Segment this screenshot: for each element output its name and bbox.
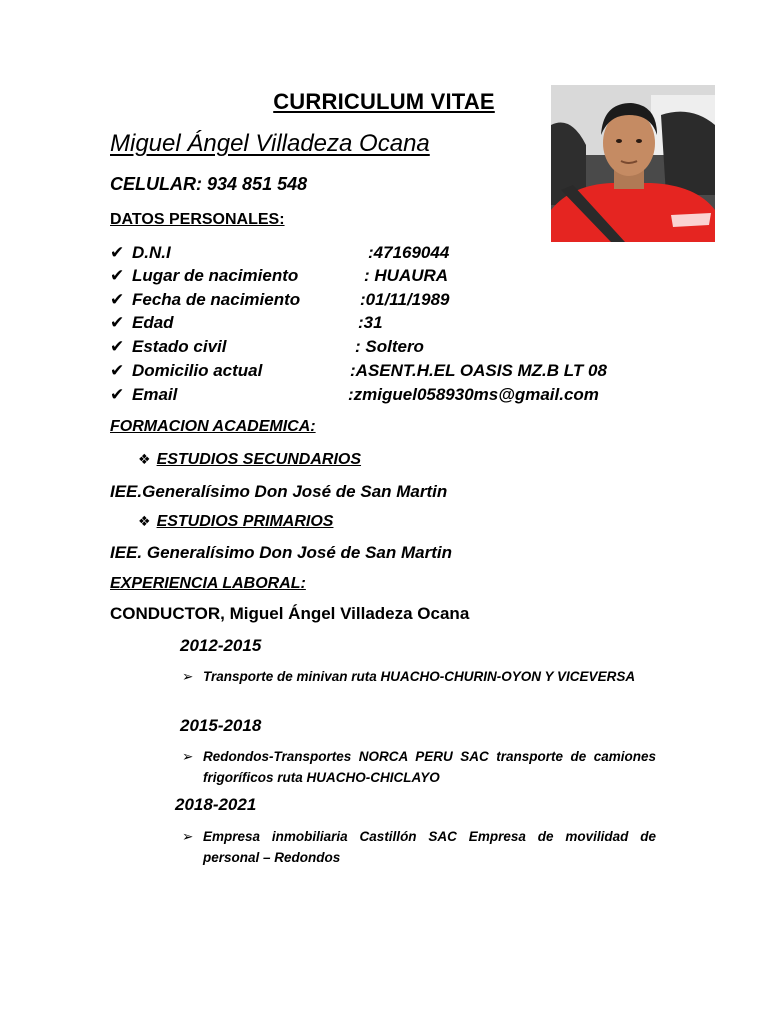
personal-row-value: :47169044 [368, 243, 450, 262]
personal-row-label: Lugar de nacimiento [132, 266, 299, 285]
check-icon: ✔ [110, 313, 125, 332]
personal-row [110, 337, 670, 361]
check-icon: ✔ [110, 337, 125, 356]
experience-heading: EXPERIENCIA LABORAL: [110, 575, 306, 592]
phone-line [110, 174, 307, 195]
personal-row-label: Email [132, 385, 178, 404]
secondary-studies-label: ESTUDIOS SECUNDARIOS [156, 451, 362, 468]
document-title: CURRICULUM VITAE [273, 89, 495, 114]
job-description: Transporte de minivan ruta HUACHO-CHURIN-OYON Y VICEVERSA [203, 669, 636, 684]
check-icon: ✔ [110, 266, 125, 285]
personal-row [110, 266, 670, 290]
education-heading: FORMACION ACADEMICA: [110, 418, 316, 435]
diamond-bullet-icon: ❖ [138, 451, 151, 467]
personal-row-label: Fecha de nacimiento [132, 290, 301, 309]
arrow-bullet-icon: ➢ [182, 669, 194, 684]
job-description: Redondos-Transportes NORCA PERU SAC transporte de camiones frigoríficos ruta HUACHO-CHICLAYO [203, 749, 656, 785]
profile-photo-illustration [551, 85, 715, 242]
full-name: Miguel Ángel Villadeza Ocana [110, 130, 430, 157]
primary-studies-heading [138, 513, 333, 531]
job-item [182, 746, 656, 788]
job-period: 2012-2015 [180, 636, 262, 655]
personal-data-heading: DATOS PERSONALES: [110, 211, 285, 228]
personal-row [110, 361, 670, 385]
personal-row-value: :01/11/1989 [360, 290, 450, 309]
personal-row-label: D.N.I [132, 243, 171, 262]
check-icon: ✔ [110, 290, 125, 309]
personal-row [110, 290, 670, 314]
diamond-bullet-icon: ❖ [138, 513, 151, 529]
primary-school: IEE. Generalísimo Don José de San Martin [110, 543, 452, 562]
job-period: 2018-2021 [175, 795, 257, 814]
personal-row-label: Estado civil [132, 337, 227, 356]
job-period: 2015-2018 [180, 716, 262, 735]
secondary-school: IEE.Generalísimo Don José de San Martin [110, 482, 448, 501]
job-description: Empresa inmobiliaria Castillón SAC Empresa de movilidad de personal – Redondos [203, 829, 656, 865]
phone-value: 934 851 548 [207, 174, 308, 194]
personal-row-value: :31 [358, 313, 383, 332]
personal-row-value: : HUAURA [364, 266, 449, 285]
check-icon: ✔ [110, 385, 125, 404]
primary-studies-label: ESTUDIOS PRIMARIOS [156, 513, 334, 530]
secondary-studies-heading [138, 451, 361, 469]
arrow-bullet-icon: ➢ [182, 749, 194, 764]
personal-row-value: : Soltero [355, 337, 424, 356]
job-item [182, 666, 656, 687]
personal-row-value: :ASENT.H.EL OASIS MZ.B LT 08 [350, 361, 607, 380]
personal-row-value: :zmiguel058930ms@gmail.com [348, 385, 599, 404]
personal-row [110, 243, 670, 267]
check-icon: ✔ [110, 243, 125, 262]
check-icon: ✔ [110, 361, 125, 380]
personal-row-label: Edad [132, 313, 174, 332]
phone-label: CELULAR: [110, 174, 202, 194]
personal-row [110, 385, 670, 409]
profile-photo [551, 85, 715, 242]
personal-row [110, 313, 670, 337]
job-item [182, 826, 656, 868]
job-position: CONDUCTOR, Miguel Ángel Villadeza Ocana [110, 604, 470, 623]
arrow-bullet-icon: ➢ [182, 829, 194, 844]
personal-row-label: Domicilio actual [132, 361, 263, 380]
